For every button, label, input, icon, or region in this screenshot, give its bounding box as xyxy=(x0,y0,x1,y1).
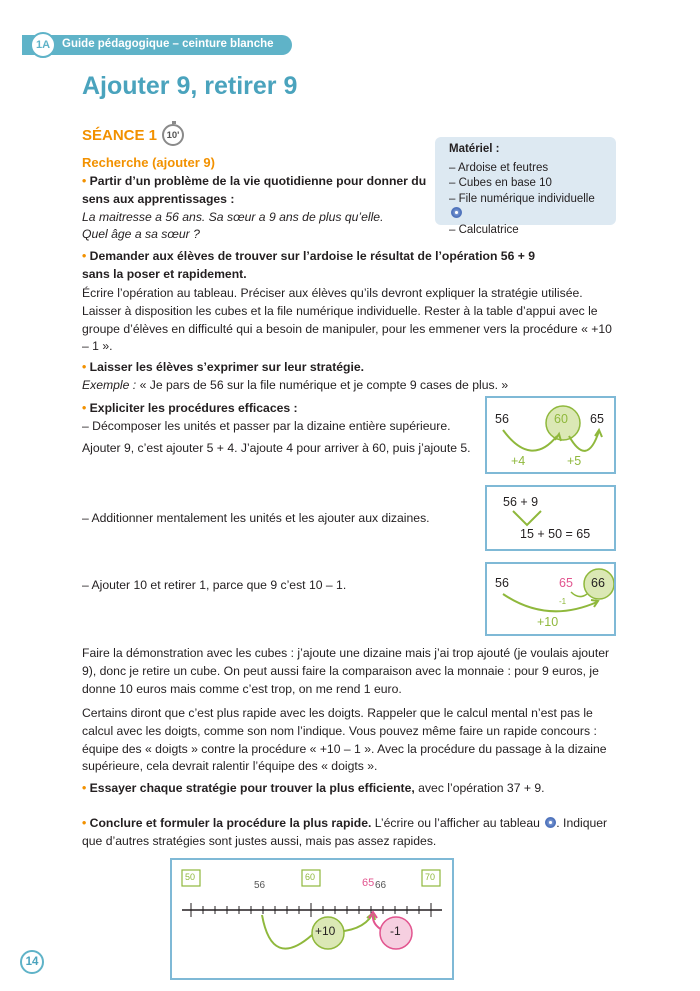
materiel-title: Matériel : xyxy=(449,143,500,155)
paragraph-essayer xyxy=(82,780,624,798)
p1-italic-2: Quel âge a sa sœur ? xyxy=(82,227,200,242)
p10-bold: Conclure et formuler la procédure la plus rapide. xyxy=(89,816,372,830)
d3-plus: +10 xyxy=(537,615,559,629)
p2-bold: Demander aux élèves de trouver sur l’ardoise le résultat de l’opération 56 + 9 sans la poser et rapidement. xyxy=(82,249,536,281)
p6-text: – Ajouter 10 et retirer 1, parce que 9 c’est 10 – 1. xyxy=(82,578,347,592)
cd-icon xyxy=(451,207,462,218)
bullet: • xyxy=(82,249,90,263)
paragraph-procedures xyxy=(82,400,482,436)
label-70: 70 xyxy=(425,872,436,882)
diagram-number-line xyxy=(170,858,454,980)
timer-icon xyxy=(162,124,184,146)
d1-c: 65 xyxy=(590,412,604,426)
arc-plus10 xyxy=(262,915,312,949)
p4-line2: Ajouter 9, c’est ajouter 5 + 4. J’ajoute 4 pour arriver à 60, puis j’ajoute 5. xyxy=(82,441,471,455)
materiel-item xyxy=(449,192,602,223)
d3-end: 66 xyxy=(591,576,605,590)
arc-minus1 xyxy=(571,592,587,597)
materiel-box xyxy=(435,137,616,236)
d1-a: 56 xyxy=(495,412,509,426)
label-66: 66 xyxy=(375,880,387,891)
p10-text-2: . Indiquer que d’autres stratégies sont justes aussi, mais pas assez rapides. xyxy=(82,816,608,848)
d3-minus: -1 xyxy=(559,597,567,606)
p7-text: Faire la démonstration avec les cubes : j’ajoute une dizaine mais j’ai trop ajouté (je voulais ajouter 9), donc je retire un cube. On peut aussi faire la comparaison avec la monnaie : pour 9 euros, je donne 10 euros mais comme c’est trop, on me rend 1 euro. xyxy=(82,646,610,696)
page-number: 14 xyxy=(20,950,44,974)
diagram-decomposition-svg xyxy=(487,398,614,472)
bullet: • xyxy=(82,401,90,415)
d3-mid: 65 xyxy=(559,576,573,590)
recherche-heading: Recherche (ajouter 9) xyxy=(82,155,215,170)
d2-result: 15 + 50 = 65 xyxy=(520,527,591,541)
p9-text: avec l’opération 37 + 9. xyxy=(414,781,545,795)
p2-text: Écrire l’opération au tableau. Préciser aux élèves qu’ils devront expliquer la stratégie utilisée. Laisser à disposition les cubes et la file numérique individuelle. Rester à la table d’appui avec le groupe d’élèves en difficulté qui a besoin de manipuler, pour les emmener vers la procédure « +10 – 1 ». xyxy=(82,286,612,354)
page-title: Ajouter 9, retirer 9 xyxy=(82,72,298,100)
materiel-item: – Cubes en base 10 xyxy=(449,177,552,189)
p8-text: Certains diront que c’est plus rapide avec les doigts. Rappeler que le calcul mental n’est pas le calcul avec les doigts, comme son nom l’indique. Vous pouvez même faire un rapide concours : équipe des « doigts » contre la procédure « +10 – 1 ». Avec la procédure du passage à la dizaine supérieure, cela devrait ralentir l’équipe des « doigts ». xyxy=(82,706,607,774)
paragraph-probleme xyxy=(82,173,427,244)
p1-italic-1: La maitresse a 56 ans. Sa sœur a 9 ans de plus qu’elle. xyxy=(82,209,384,224)
paragraph-conclure xyxy=(82,815,624,851)
materiel-item-text: – File numérique individuelle xyxy=(449,192,595,205)
p1-bold: Partir d’un problème de la vie quotidienne pour donner du sens aux apprentissages : xyxy=(82,174,427,206)
bullet: • xyxy=(82,816,90,830)
paragraph-ardoise xyxy=(82,248,542,284)
bullet: • xyxy=(82,781,90,795)
diagram-plus10-minus1 xyxy=(485,562,616,636)
label-minus1: -1 xyxy=(390,924,401,938)
p3-exemple-label: Exemple : xyxy=(82,377,137,392)
cd-icon xyxy=(545,817,556,828)
p9-bold: Essayer chaque stratégie pour trouver la plus efficiente, xyxy=(89,781,415,795)
p4-bold: Expliciter les procédures efficaces : xyxy=(89,401,298,415)
p4-line1: – Décomposer les unités et passer par la dizaine entière supérieure. xyxy=(82,418,451,433)
diagram-decomposition xyxy=(485,396,616,474)
materiel-item: – Calculatrice xyxy=(449,223,519,236)
bullet: • xyxy=(82,360,90,374)
header-title: Guide pédagogique – ceinture blanche xyxy=(62,38,274,50)
seance-duration: 10' xyxy=(166,129,180,141)
p5-text: – Additionner mentalement les unités et les ajouter aux dizaines. xyxy=(82,511,430,525)
label-56: 56 xyxy=(254,880,266,891)
tick-marks xyxy=(191,903,431,917)
d2-op: 56 + 9 xyxy=(503,495,539,509)
label-50: 50 xyxy=(185,872,196,882)
p3-bold: Laisser les élèves s’exprimer sur leur stratégie. xyxy=(89,360,365,374)
level-badge: 1A xyxy=(30,32,56,58)
diagram-addition xyxy=(485,485,616,551)
seance-heading xyxy=(82,124,184,146)
seance-label: SÉANCE 1 xyxy=(82,126,158,144)
bullet: • xyxy=(82,174,90,188)
label-plus10: +10 xyxy=(315,924,336,938)
materiel-item: – Ardoise et feutres xyxy=(449,161,549,174)
d1-step2: +5 xyxy=(567,454,582,468)
p10-text-1: L’écrire ou l’afficher au tableau xyxy=(371,816,544,830)
d3-start: 56 xyxy=(495,576,509,590)
label-65: 65 xyxy=(362,877,375,889)
d1-b: 60 xyxy=(554,412,568,426)
join-lines xyxy=(513,511,541,525)
paragraph-strategie xyxy=(82,359,622,395)
p3-exemple-text: « Je pars de 56 sur la file numérique et je compte 9 cases de plus. » xyxy=(136,377,509,392)
d1-step1: +4 xyxy=(511,454,526,468)
label-60: 60 xyxy=(305,872,316,882)
